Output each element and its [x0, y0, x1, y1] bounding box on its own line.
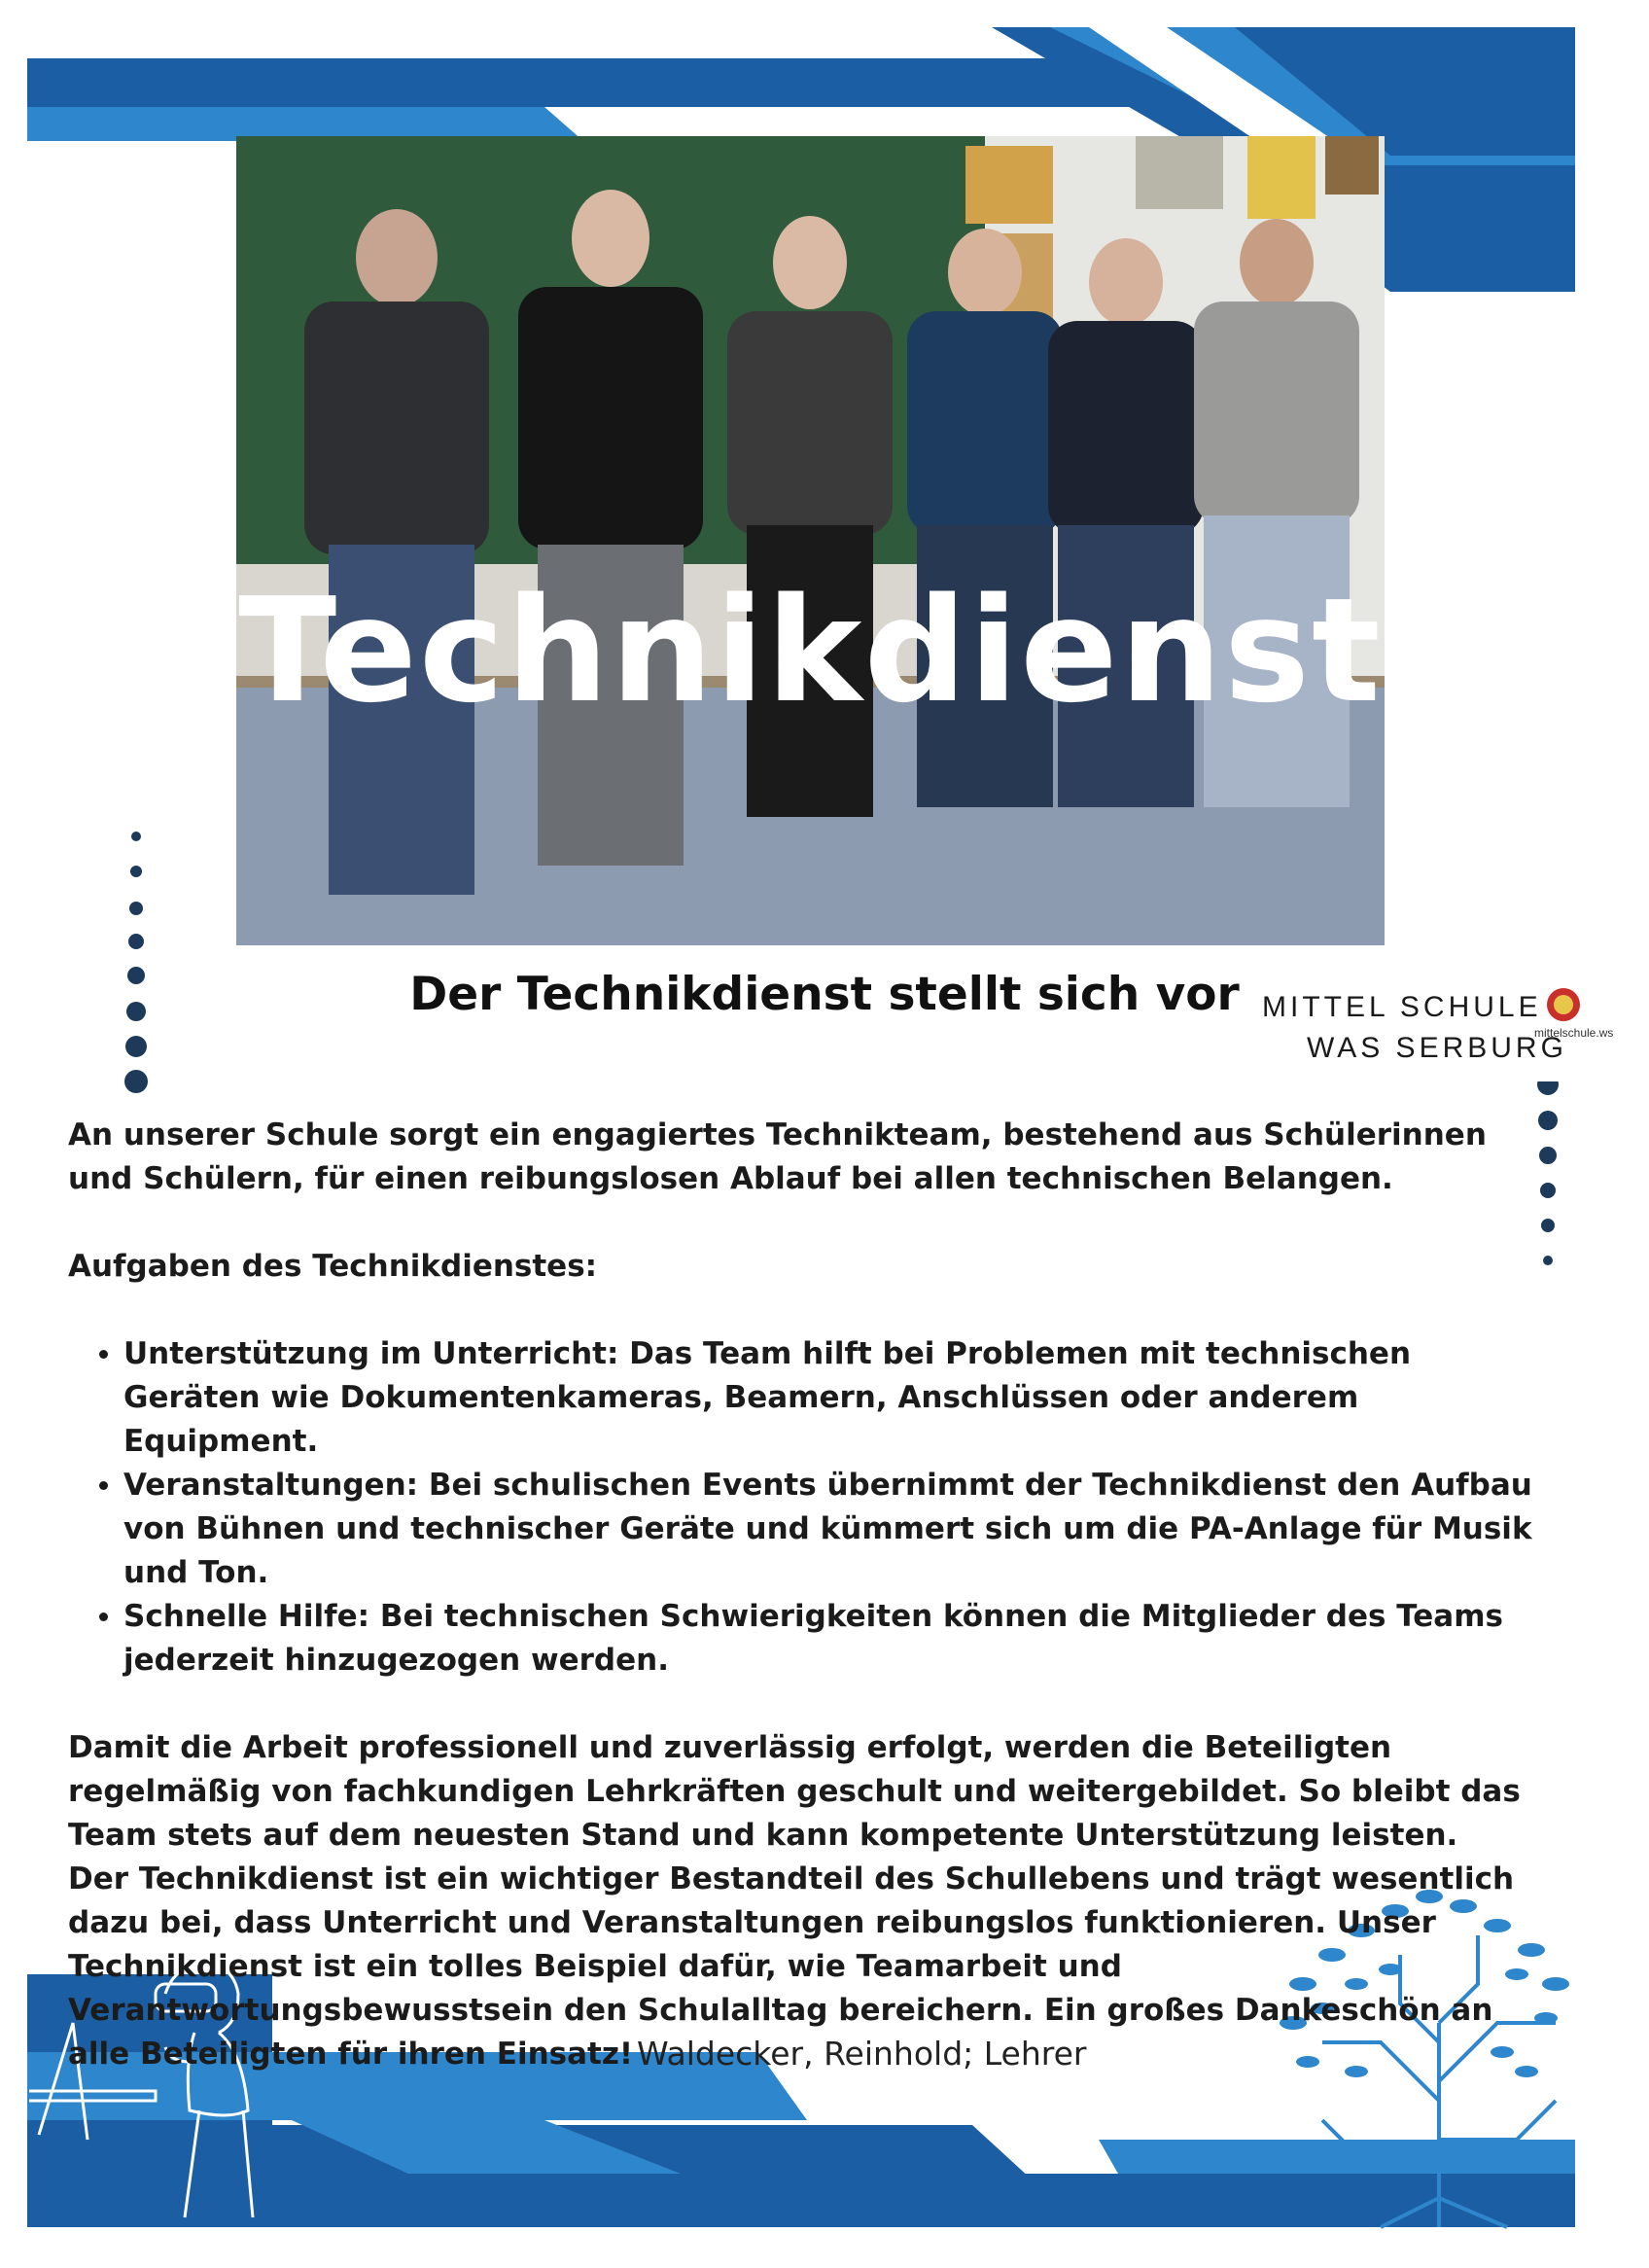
school-logo-line1: MITTEL SCHULE	[1262, 991, 1542, 1023]
photo-overlay-title: Technikdienst	[238, 567, 1383, 734]
tasks-heading: Aufgaben des Technikdienstes:	[68, 1249, 598, 1284]
intro-paragraph: An unserer Schule sorgt ein engagiertes Technikteam, bestehend aus Schülerinnen und Schülern, für einen reibungslosen Ablauf bei allen technischen Belangen.	[68, 1117, 1487, 1196]
school-logo-url: mittelschule.ws	[1534, 1026, 1614, 1040]
bottom-right-band	[1099, 2140, 1575, 2174]
tasks-list	[68, 1332, 1551, 1683]
paragraph-training: Damit die Arbeit professionell und zuverlässig erfolgt, werden die Beteiligten regelmäßig von fachkundigen Lehrkräften geschult und weitergebildet. So bleibt das Team stets auf dem neuesten Stand und kann kompetente Unterstützung leisten.	[68, 1730, 1521, 1853]
list-item: • Unterstützung im Unterricht: Das Team hilft bei Problemen mit technischen Geräten wie Dokumentenkameras, Beamern, Anschlüssen oder anderem Equipment.	[123, 1332, 1551, 1464]
paragraph-conclusion: Der Technikdienst ist ein wichtiger Bestandteil des Schullebens und trägt wesentlich dazu bei, dass Unterricht und Veranstaltungen reibungslos funktionieren. Unser Technikdienst ist ein tolles Beispiel dafür, wie Teamarbeit und Verantwortungsbewusstsein den Schulalltag bereichern. Ein großes Dankeschön an alle Beteiligten für ihren Einsatz!	[68, 1861, 1515, 2072]
list-item: • Schnelle Hilfe: Bei technischen Schwierigkeiten können die Mitglieder des Teams jederzeit hinzugezogen werden.	[123, 1595, 1551, 1683]
team-photo-illustration	[236, 136, 1385, 945]
headline: Der Technikdienst stellt sich vor	[409, 968, 1240, 1021]
bottom-band-dark-2	[27, 2174, 1575, 2227]
author-signature: Waldecker, Reinhold; Lehrer	[637, 2035, 1087, 2073]
school-logo-line2: WAS SERBURG	[1307, 1032, 1567, 1064]
article-body	[68, 1114, 1551, 2076]
left-dot-column	[124, 832, 148, 1093]
list-item: • Veranstaltungen: Bei schulischen Events übernimmt der Technikdienst den Aufbau von Bühnen und technischer Geräte und kümmert sich um die PA-Anlage für Musik und Ton.	[123, 1464, 1551, 1595]
top-right-band	[1381, 165, 1575, 292]
